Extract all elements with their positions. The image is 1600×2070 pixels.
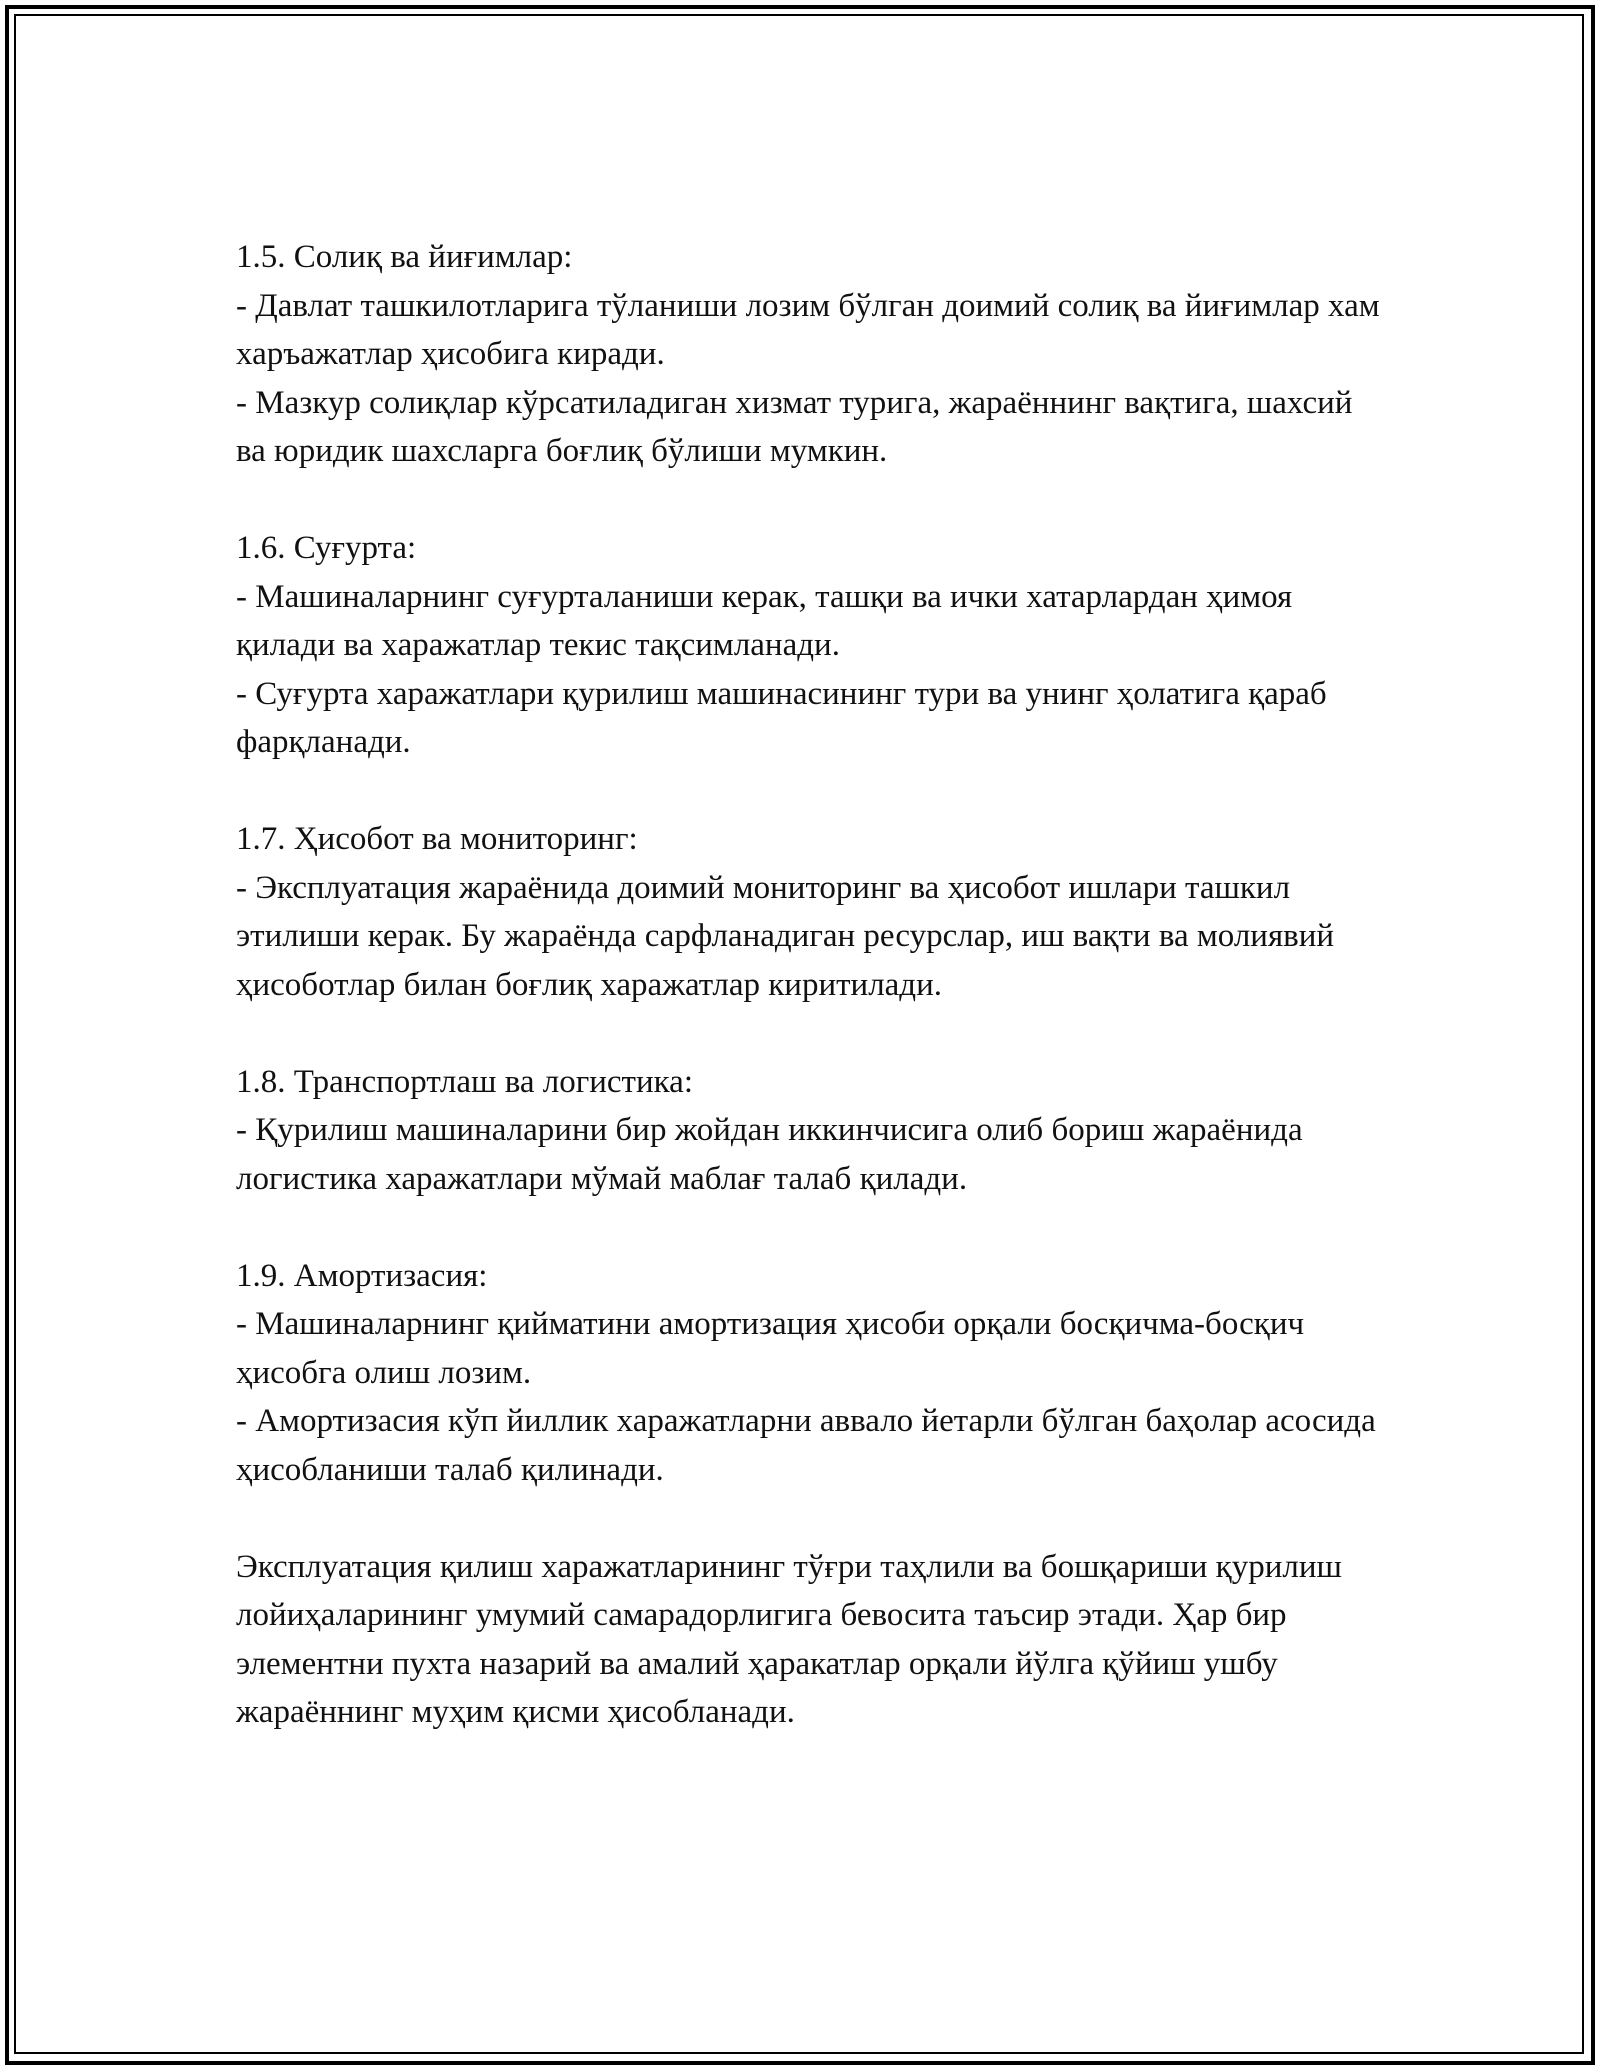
closing-text: Эксплуатация қилиш харажатларининг тўғри таҳлили ва бошқариши қурилиш лойиҳаларининг умумий самарадорлигига бевосита таъсир этади. Ҳар бир элементни пухта назарий ва амалий ҳаракатлар орқали йўлга қўйиш ушбу жараённинг муҳим қисми ҳисобланади. — [236, 1548, 1342, 1730]
section-amortization — [236, 1252, 1386, 1495]
document-body — [236, 233, 1386, 1737]
section-insurance — [236, 524, 1386, 767]
closing-paragraph — [236, 1543, 1386, 1737]
section-item: - Машиналарнинг қийматини амортизация ҳисоби орқали босқичма-босқич ҳисобга олиш лозим. — [236, 1306, 1305, 1391]
section-item: - Амортизасия кўп йиллик харажатларни аввало йетарли бўлган баҳолар асосида ҳисобланиши талаб қилинади. — [236, 1403, 1376, 1488]
section-item: - Эксплуатация жараёнида доимий мониторинг ва ҳисобот ишлари ташкил этилиши керак. Бу жараёнда сарфланадиган ресурслар, иш вақти ва молиявий ҳисоботлар билан боғлиқ харажатлар киритилади. — [236, 869, 1335, 1003]
section-item: - Мазкур солиқлар кўрсатиладиган хизмат турига, жараённинг вақтига, шахсий ва юридик шахсларга боғлиқ бўлиши мумкин. — [236, 384, 1353, 469]
section-item: - Давлат ташкилотларига тўланиши лозим бўлган доимий солиқ ва йиғимлар хам харъажатлар ҳисобига киради. — [236, 287, 1380, 372]
section-heading: 1.8. Транспортлаш ва логистика: — [236, 1063, 693, 1100]
section-taxes — [236, 233, 1386, 476]
section-reporting-monitoring — [236, 815, 1386, 1009]
section-item: - Суғурта харажатлари қурилиш машинасининг тури ва унинг ҳолатига қараб фарқланади. — [236, 675, 1327, 760]
section-heading: 1.6. Суғурта: — [236, 530, 417, 566]
section-transport-logistics — [236, 1058, 1386, 1204]
section-heading: 1.9. Амортизасия: — [236, 1257, 488, 1294]
section-heading: 1.7. Ҳисобот ва мониторинг: — [236, 821, 638, 857]
section-item: - Машиналарнинг суғурталаниши керак, ташқи ва ички хатарлардан ҳимоя қилади ва харажатлар текис тақсимланади. — [236, 578, 1293, 663]
section-heading: 1.5. Солиқ ва йиғимлар: — [236, 239, 573, 275]
section-item: - Қурилиш машиналарини бир жойдан иккинчисига олиб бориш жараёнида логистика харажатлари мўмай маблағ талаб қилади. — [236, 1112, 1303, 1197]
